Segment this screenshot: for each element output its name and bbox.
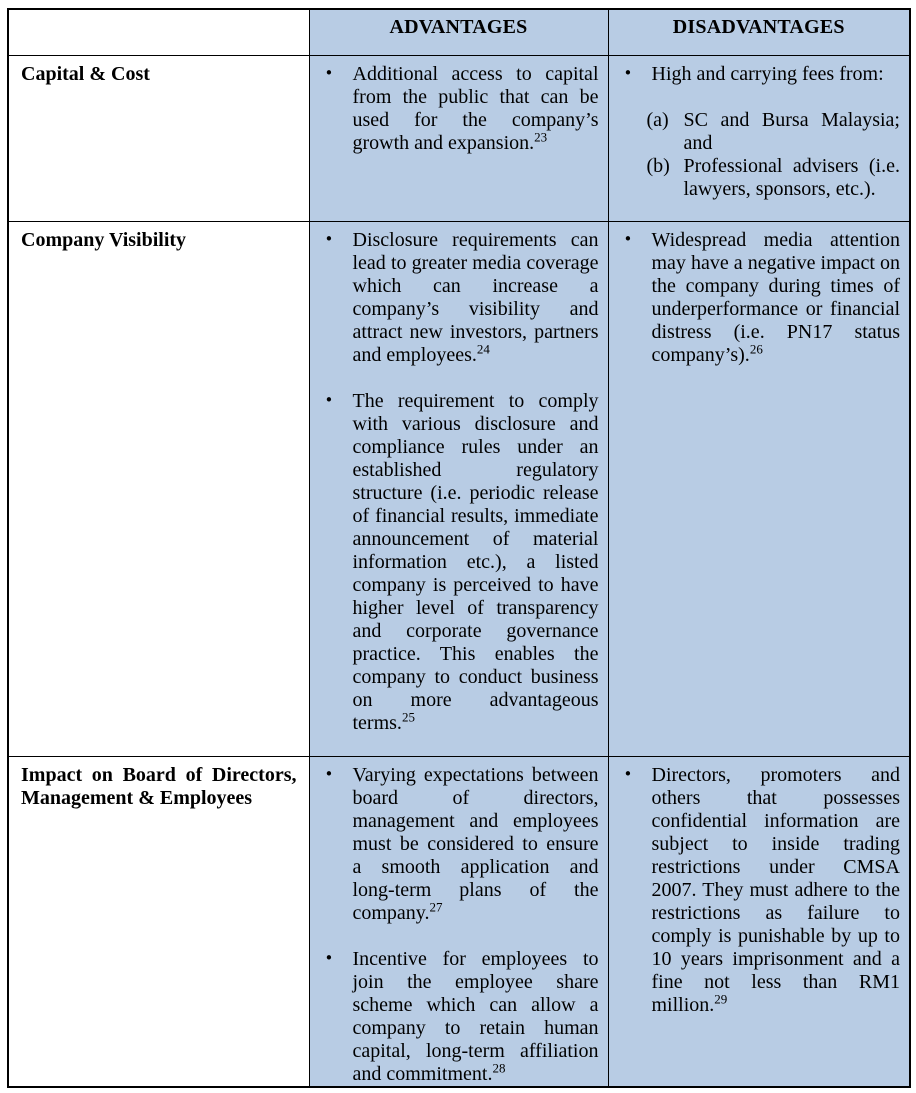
bullet-item (310, 229, 599, 367)
table-row (8, 221, 910, 756)
bullet-item (310, 63, 599, 155)
row-category-impact-board: Impact on Board of Directors, Management & Employees (8, 756, 309, 1087)
column-header-advantages: ADVANTAGES (309, 9, 608, 55)
bullet-item (310, 764, 599, 925)
footnote-ref: 29 (714, 990, 728, 1006)
table-row (8, 756, 910, 1087)
bullet-item (310, 390, 599, 735)
bullet-text: Disclosure requirements can lead to greater media coverage which can increase a company’s visibility and attract new investors, partners and employees. (352, 228, 599, 366)
bullet-item (310, 948, 599, 1086)
bullet-text: Directors, promoters and others that possesses confidential information are subject to inside trading restrictions under CMSA 2007. They must adhere to the restrictions as failure to comply is punishable by up to 10 years imprisonment and a fine not less than RM1 million. (651, 763, 900, 1016)
footnote-ref: 28 (492, 1059, 506, 1075)
footnote-ref: 24 (476, 340, 490, 356)
bullet-icon: • (623, 229, 633, 248)
list-item-label: (b) (646, 154, 670, 177)
bullet-icon: • (324, 948, 334, 967)
list-item (609, 155, 901, 201)
bullet-text: Varying expectations between board of directors, management and employees must be considered to ensure a smooth application and long-term plans of the company. (352, 763, 599, 924)
list-item-text: Professional advisers (i.e. lawyers, sponsors, etc.). (683, 154, 900, 200)
bullet-icon: • (324, 63, 334, 82)
bullet-icon: • (324, 229, 334, 248)
list-item (609, 109, 901, 155)
bullet-item (609, 229, 901, 367)
bullet-text: The requirement to comply with various disclosure and compliance rules under an established regulatory structure (i.e. periodic release of financial results, immediate announcement of material information etc.), a listed company is perceived to have higher level of transparency and corporate governance practice. This enables the company to conduct business on more advantageous terms. (352, 389, 599, 734)
bullet-text: Additional access to capital from the public that can be used for the company’s growth and expansion. (352, 62, 599, 154)
list-item-label: (a) (646, 108, 669, 131)
footnote-ref: 23 (534, 128, 548, 144)
advantages-disadvantages-table (7, 8, 911, 1088)
bullet-text: Incentive for employees to join the employee share scheme which can allow a company to retain human capital, long-term affiliation and commitment. (352, 947, 599, 1085)
disadvantages-cell (608, 221, 910, 756)
footnote-ref: 27 (429, 898, 443, 914)
table-row (8, 55, 910, 221)
advantages-cell (309, 756, 608, 1087)
bullet-icon: • (623, 764, 633, 783)
footnote-ref: 26 (749, 340, 763, 356)
column-header-disadvantages: DISADVANTAGES (608, 9, 910, 55)
list-item-text: SC and Bursa Malaysia; and (683, 108, 900, 154)
corner-cell (8, 9, 309, 55)
bullet-icon: • (324, 764, 334, 783)
bullet-item (609, 63, 901, 86)
header-row (8, 9, 910, 55)
advantages-cell (309, 55, 608, 221)
bullet-text: Widespread media attention may have a negative impact on the company during times of underperformance or financial distress (i.e. PN17 status company’s). (651, 228, 900, 366)
row-category-capital-cost: Capital & Cost (8, 55, 309, 221)
advantages-cell (309, 221, 608, 756)
bullet-icon: • (324, 390, 334, 409)
alpha-list (609, 109, 901, 201)
footnote-ref: 25 (401, 708, 415, 724)
bullet-item (609, 764, 901, 1017)
disadvantages-cell (608, 55, 910, 221)
bullet-icon: • (623, 63, 633, 82)
row-category-company-visibility: Company Visibility (8, 221, 309, 756)
disadvantages-cell (608, 756, 910, 1087)
bullet-text: High and carrying fees from: (651, 62, 884, 85)
